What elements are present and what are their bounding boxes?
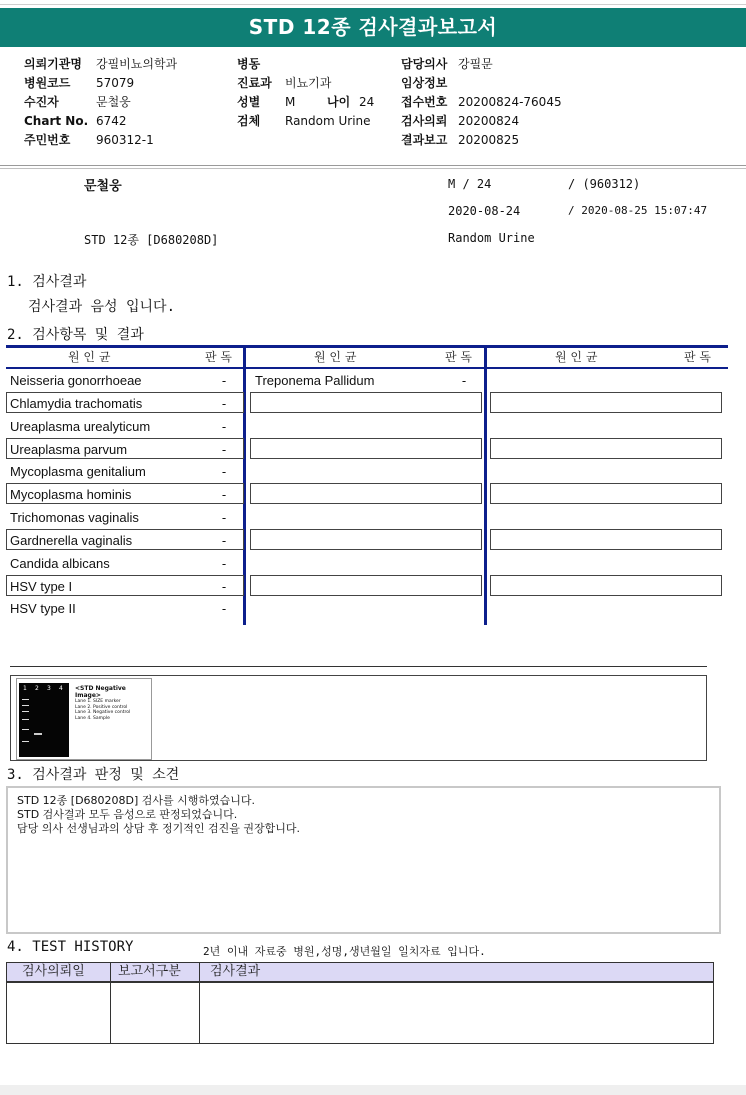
opinion-line: STD 검사결과 모두 음성으로 판정되었습니다.	[17, 808, 238, 821]
lane-label: 4	[59, 685, 63, 692]
info-label: 검사의뢰	[401, 114, 448, 128]
patient-name: 문철웅	[84, 179, 122, 194]
pathogen-name: Mycoplasma hominis	[10, 487, 132, 502]
report-title: STD 12종 검사결과보고서	[0, 8, 746, 47]
pathogen-result: -	[221, 580, 227, 594]
info-value: 20200824-76045	[458, 95, 562, 109]
section-1-title: 1. 검사결과	[7, 274, 87, 290]
history-col-divider	[110, 962, 111, 1044]
page-footer-band	[0, 1085, 746, 1095]
lane-label: 2	[35, 685, 39, 692]
info-label: 주민번호	[24, 133, 71, 147]
col-header-pathogen: 원 인 균	[314, 350, 357, 364]
pathogen-result: -	[461, 374, 467, 388]
pathogen-name: Mycoplasma genitalium	[10, 464, 146, 479]
info-value: 20200825	[458, 133, 520, 147]
info-value: 20200824	[458, 114, 520, 128]
column-divider	[484, 345, 487, 625]
pathogen-result: -	[221, 374, 227, 388]
test-code: STD 12종 [D680208D]	[84, 233, 219, 247]
pathogen-result: -	[221, 511, 227, 525]
gel-legend-item: Lane 2. Positive control	[75, 704, 128, 710]
history-header-row	[6, 962, 714, 982]
info-label: 수진자	[24, 95, 59, 109]
pathogen-result: -	[221, 557, 227, 571]
info-row	[24, 112, 177, 131]
lane-label: 3	[47, 685, 51, 692]
table-row	[490, 483, 722, 504]
col-header-pathogen: 원 인 균	[555, 350, 598, 364]
pathogen-result: -	[221, 602, 227, 616]
pathogen-name: Chlamydia trachomatis	[10, 396, 143, 411]
marker-band	[22, 711, 29, 712]
table-row	[490, 575, 722, 596]
col-header-judge: 판 독	[684, 350, 711, 364]
info-value: 57079	[96, 76, 135, 90]
info-label: 임상정보	[401, 76, 448, 90]
info-value: 6742	[96, 114, 127, 128]
table-row	[250, 438, 482, 459]
reported-datetime: / 2020-08-25 15:07:47	[568, 204, 708, 217]
divider	[10, 666, 707, 667]
history-header-rule	[6, 982, 714, 983]
pathogen-name: HSV type II	[10, 601, 76, 616]
info-label: 진료과	[237, 76, 272, 90]
table-row	[250, 529, 482, 550]
info-label: 담당의사	[401, 57, 448, 71]
info-row	[24, 55, 177, 74]
opinion-line: STD 12종 [D680208D] 검사를 시행하였습니다.	[17, 794, 256, 807]
lane-label: 1	[23, 685, 27, 692]
section-4-title: 4. TEST HISTORY	[7, 939, 134, 955]
info-value: 24	[359, 95, 375, 109]
info-label: 병동	[237, 57, 261, 71]
info-label: 검체	[237, 114, 261, 128]
history-header-result: 검사결과	[210, 964, 261, 979]
info-row	[237, 55, 374, 74]
pathogen-result: -	[221, 443, 227, 457]
divider	[0, 168, 746, 169]
table-row	[250, 483, 482, 504]
specimen: Random Urine	[448, 231, 535, 245]
pathogen-name: Ureaplasma urealyticum	[10, 419, 151, 434]
section-2-title: 2. 검사항목 및 결과	[7, 327, 144, 343]
history-border	[713, 962, 714, 1044]
section-3-title: 3. 검사결과 판정 및 소견	[7, 767, 180, 783]
gel-legend-item: Lane 1. SIZE marker	[75, 699, 121, 704]
pathogen-result: -	[221, 534, 227, 548]
gel-legend-item: Lane 4. Sample	[75, 715, 110, 721]
col-header-judge: 판 독	[445, 350, 472, 364]
gel-title: <STD Negative Image>	[75, 685, 126, 699]
received-date: 2020-08-24	[448, 204, 521, 218]
info-row	[401, 74, 562, 93]
marker-band	[22, 719, 29, 720]
control-band	[34, 733, 42, 735]
pathogen-name: Ureaplasma parvum	[10, 442, 128, 457]
col-header-pathogen: 원 인 균	[68, 350, 111, 364]
info-row	[401, 55, 562, 74]
history-header-date: 검사의뢰일	[22, 964, 85, 979]
info-value: M	[285, 95, 296, 109]
table-row	[490, 529, 722, 550]
info-row	[237, 74, 374, 93]
table-top-rule	[6, 345, 728, 348]
col-header-judge: 판 독	[205, 350, 232, 364]
result-statement: 검사결과 음성 입니다.	[28, 299, 176, 315]
info-column-2	[237, 55, 374, 131]
info-row	[24, 93, 177, 112]
pathogen-result: -	[221, 488, 227, 502]
info-value: 강필비뇨의학과	[96, 57, 178, 71]
birth-date: / (960312)	[568, 177, 641, 191]
gel-image	[16, 678, 152, 760]
pathogen-name: Candida albicans	[10, 556, 110, 571]
info-value: 문철웅	[96, 95, 131, 109]
table-row	[250, 575, 482, 596]
table-row	[250, 392, 482, 413]
info-row	[401, 93, 562, 112]
info-value: Random Urine	[285, 114, 371, 128]
table-row	[490, 392, 722, 413]
gel-photo	[19, 683, 69, 757]
pathogen-result: -	[221, 465, 227, 479]
history-col-divider	[199, 962, 200, 1044]
gel-legend	[75, 699, 130, 721]
marker-band	[22, 729, 29, 730]
marker-band	[22, 741, 29, 742]
info-value: 강필문	[458, 57, 493, 71]
info-row	[401, 131, 562, 150]
opinion-box	[6, 786, 721, 934]
info-label: 성별	[237, 95, 261, 109]
info-column-1	[24, 55, 177, 150]
pathogen-name: Treponema Pallidum	[255, 373, 375, 388]
pathogen-result: -	[221, 397, 227, 411]
pathogen-name: HSV type I	[10, 579, 73, 594]
info-label: 의뢰기관명	[24, 57, 82, 71]
marker-band	[22, 699, 29, 700]
marker-band	[22, 705, 29, 706]
history-bottom-rule	[6, 1043, 714, 1044]
info-row	[237, 112, 374, 131]
pathogen-result: -	[221, 420, 227, 434]
info-label: 접수번호	[401, 95, 448, 109]
opinion-line: 담당 의사 선생님과의 상담 후 정기적인 검진을 권장합니다.	[17, 822, 300, 835]
info-label: Chart No.	[24, 114, 89, 128]
info-label: 병원코드	[24, 76, 71, 90]
info-value: 960312-1	[96, 133, 154, 147]
gel-legend-item: Lane 3. Negative control	[75, 710, 131, 715]
pathogen-name: Trichomonas vaginalis	[10, 510, 139, 525]
history-header-type: 보고서구분	[118, 964, 181, 979]
history-border	[6, 962, 7, 1044]
history-note: 2년 이내 자료중 병원,성명,생년월일 일치자료 입니다.	[203, 945, 486, 958]
info-label: 나이	[327, 95, 351, 109]
info-row	[237, 93, 374, 112]
info-row	[24, 74, 177, 93]
table-row	[490, 438, 722, 459]
pathogen-name: Gardnerella vaginalis	[10, 533, 133, 548]
info-label: 결과보고	[401, 133, 448, 147]
sex-age: M / 24	[448, 177, 492, 191]
info-column-3	[401, 55, 562, 150]
info-row	[24, 131, 177, 150]
divider	[0, 165, 746, 166]
top-rule	[0, 4, 746, 5]
table-header-rule	[6, 367, 728, 369]
pathogen-name: Neisseria gonorrhoeae	[10, 373, 142, 388]
info-value: 비뇨기과	[285, 76, 332, 90]
info-row	[401, 112, 562, 131]
